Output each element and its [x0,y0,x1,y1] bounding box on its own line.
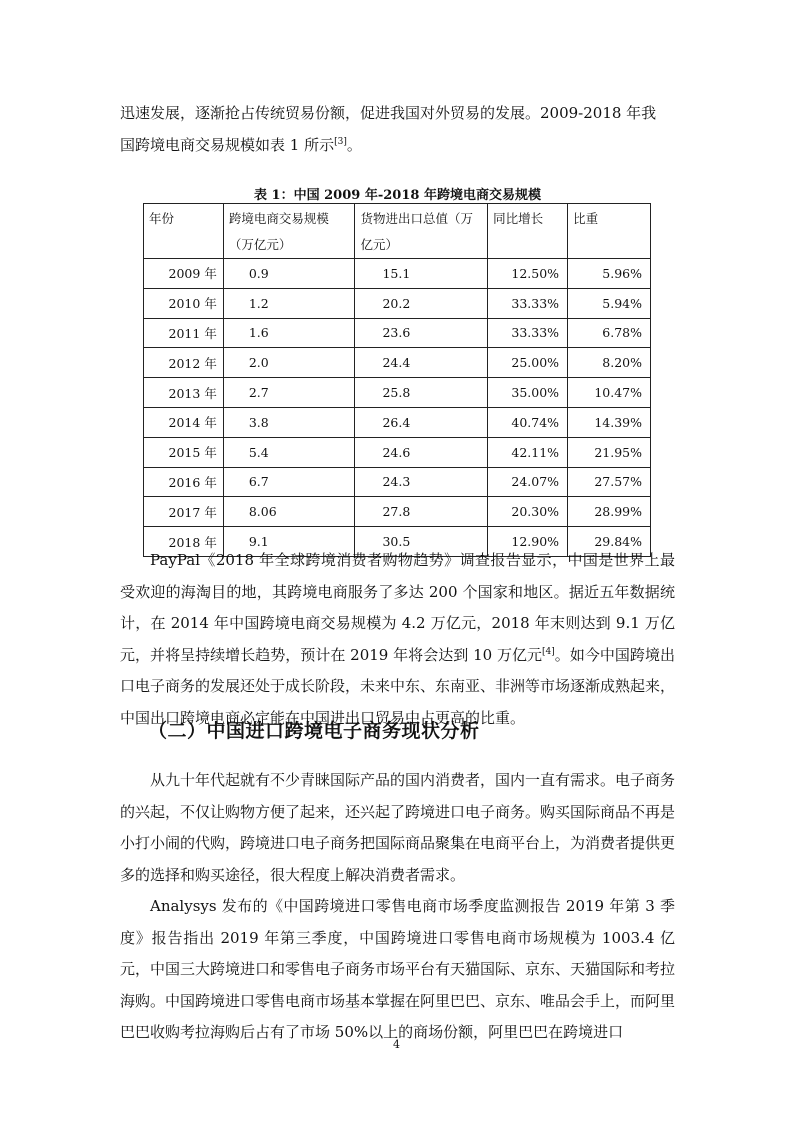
cell-trade-total: 15.1 [355,259,488,289]
cell-trade-total: 23.6 [355,318,488,348]
cell-trade-total: 26.4 [355,407,488,437]
header-year: 年份 [144,204,224,259]
cell-yoy-growth: 25.00% [488,348,568,378]
cell-share: 21.95% [568,437,651,467]
paragraph-analysys: Analysys 发布的《中国跨境进口零售电商市场季度监测报告 2019 年第 3 季度》报告指出 2019 年第三季度，中国跨境进口零售电商市场规模为 1003.4 亿元，中国三大跨境进口和零售电子商务市场平台有天猫国际、京东、天猫国际和考拉海购。中国跨境进口零售电商市场基本掌握在阿里巴巴、京东、唯品会手上，而阿里巴巴收购考拉海购后占有了市场 50%以上的商场份额，阿里巴巴在跨境进口 [120,897,676,1041]
cell-trade-total: 24.6 [355,437,488,467]
table-row [144,318,651,348]
cell-share: 14.39% [568,407,651,437]
cell-trade-total: 24.4 [355,348,488,378]
trade-scale-table [143,203,651,557]
cell-share: 27.57% [568,467,651,497]
cell-year: 2016 年 [144,467,224,497]
cell-year: 2009 年 [144,259,224,289]
intro-line-1: 迅速发展，逐渐抢占传统贸易份额，促进我国对外贸易的发展。2009-2018 年我 [120,104,657,122]
header-trade-total: 货物进出口总值（万亿元） [355,204,488,259]
table-caption: 表 1：中国 2009 年-2018 年跨境电商交易规模 [254,188,541,203]
intro-line-2: 国跨境电商交易规模如表 1 所示 [120,135,335,154]
cell-ecommerce-scale: 1.6 [223,318,355,348]
header-ecommerce-scale: 跨境电商交易规模（万亿元） [223,204,355,259]
table-row [144,288,651,318]
cell-ecommerce-scale: 5.4 [223,437,355,467]
cell-ecommerce-scale: 2.7 [223,378,355,408]
cell-ecommerce-scale: 2.0 [223,348,355,378]
cell-year: 2013 年 [144,378,224,408]
citation-3[interactable]: [3] [334,136,347,147]
cell-trade-total: 24.3 [355,467,488,497]
cell-share: 5.96% [568,259,651,289]
paypal-text-end: 。如今中国跨境出口电子商务的发展还处于成长阶段，未来中东、东南亚、非洲等市场逐渐成熟起来，中国出口跨境电商必定能在中国进出口贸易中占更高的比重。 [120,645,676,727]
intro-line-2-end: 。 [346,135,362,154]
cell-ecommerce-scale: 6.7 [223,467,355,497]
cell-share: 6.78% [568,318,651,348]
table-row [144,497,651,527]
paragraph-intro [120,98,675,161]
table-row [144,407,651,437]
header-share: 比重 [568,204,651,259]
cell-ecommerce-scale: 3.8 [223,407,355,437]
cell-trade-total: 25.8 [355,378,488,408]
cell-yoy-growth: 24.07% [488,467,568,497]
cell-ecommerce-scale: 9.1 [223,527,355,557]
table-row [144,378,651,408]
cell-trade-total: 27.8 [355,497,488,527]
cell-ecommerce-scale: 1.2 [223,288,355,318]
table-body [144,259,651,557]
cell-trade-total: 30.5 [355,527,488,557]
cell-yoy-growth: 12.50% [488,259,568,289]
cell-yoy-growth: 35.00% [488,378,568,408]
cell-share: 28.99% [568,497,651,527]
paragraph-paypal [120,545,675,734]
cell-share: 8.20% [568,348,651,378]
cell-ecommerce-scale: 0.9 [223,259,355,289]
cell-yoy-growth: 20.30% [488,497,568,527]
cell-year: 2011 年 [144,318,224,348]
cell-share: 10.47% [568,378,651,408]
cell-year: 2015 年 [144,437,224,467]
cell-share: 5.94% [568,288,651,318]
cell-yoy-growth: 33.33% [488,318,568,348]
paypal-text: PayPal《2018 年全球跨境消费者购物趋势》调查报告显示，中国是世界上最受欢迎的海淘目的地，其跨境电商服务了多达 200 个国家和地区。据近五年数据统计，在 2014 年中国跨境电商交易规模为 4.2 万亿元，2018 年末则达到 9.1 万亿元，并将呈持续增长趋势，预计在 2019 年将会达到 10 万亿元 [120,551,675,664]
paragraph-import-history: 从九十年代起就有不少青睐国际产品的国内消费者，国内一直有需求。电子商务的兴起，不仅让购物方便了起来，还兴起了跨境进口电子商务。购买国际商品不再是小打小闹的代购，跨境进口电子商务把国际商品聚集在电商平台上，为消费者提供更多的选择和购买途径，很大程度上解决消费者需求。 [120,771,676,884]
cell-year: 2018 年 [144,527,224,557]
table-row [144,348,651,378]
cell-yoy-growth: 42.11% [488,437,568,467]
cell-year: 2012 年 [144,348,224,378]
cell-year: 2014 年 [144,407,224,437]
cell-year: 2017 年 [144,497,224,527]
table-row [144,467,651,497]
cell-yoy-growth: 12.90% [488,527,568,557]
cell-trade-total: 20.2 [355,288,488,318]
cell-yoy-growth: 40.74% [488,407,568,437]
header-yoy-growth: 同比增长 [488,204,568,259]
citation-4[interactable]: [4] [542,646,555,657]
table-header-row [144,204,651,259]
section-heading: （二）中国进口跨境电子商务现状分析 [148,720,480,742]
cell-share: 29.84% [568,527,651,557]
page-number: 4 [393,1038,400,1051]
cell-ecommerce-scale: 8.06 [223,497,355,527]
table-row [144,437,651,467]
cell-year: 2010 年 [144,288,224,318]
table-row [144,259,651,289]
cell-yoy-growth: 33.33% [488,288,568,318]
